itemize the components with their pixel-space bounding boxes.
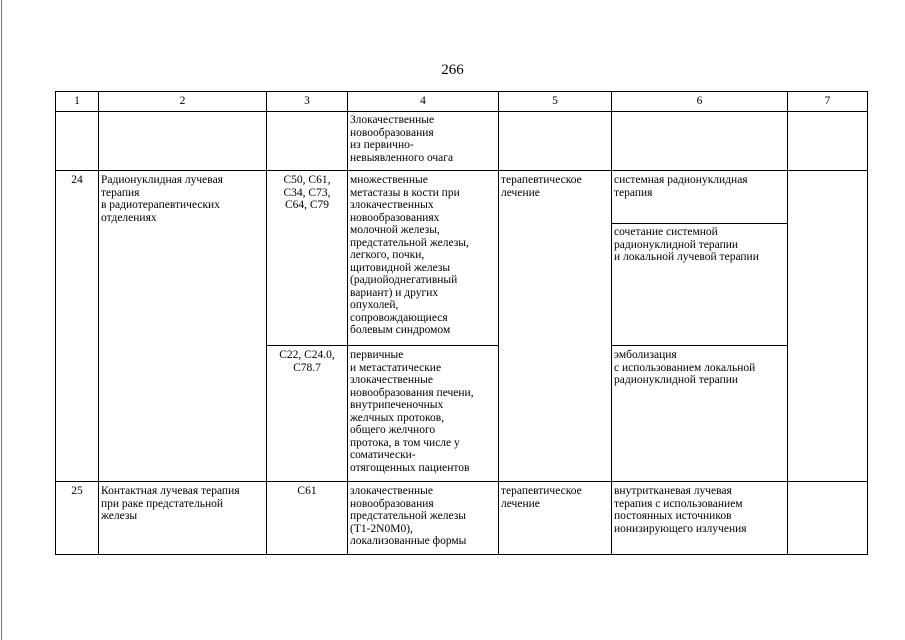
- row-number: 24: [71, 174, 83, 186]
- method-cell: эмболизация с использованием локальной радионуклидной терапии: [614, 349, 756, 386]
- table-rule: [498, 91, 499, 555]
- column-header: 3: [304, 95, 310, 107]
- column-header: 4: [420, 95, 426, 107]
- service-name-cell: Контактная лучевая терапия при раке предстательной железы: [101, 485, 240, 522]
- table-rule: [55, 554, 868, 555]
- column-header: 6: [696, 95, 703, 107]
- condition-cell: Злокачественные новообразования из первично- невыявленного очага: [350, 114, 454, 164]
- column-header: 2: [179, 95, 186, 107]
- condition-cell: первичные и метастатические злокачественные новообразования печени, внутрипеченочных желчных протоков, общего желчного протока, в том числе у соматически- отягощенных пациентов: [350, 349, 474, 474]
- table-rule: [611, 223, 787, 224]
- treatment-type-cell: терапевтическое лечение: [501, 485, 582, 510]
- column-header: 7: [824, 95, 831, 107]
- method-cell: системная радионуклидная терапия: [614, 174, 748, 199]
- table-rule: [55, 481, 868, 482]
- column-header: 1: [74, 95, 80, 107]
- table-rule: [55, 111, 868, 112]
- table-rule: [787, 91, 788, 555]
- table-rule: [55, 91, 868, 92]
- icd-codes-cell: C50, C61, C34, C73, C64, C79: [283, 174, 331, 211]
- table-rule: [98, 91, 99, 555]
- page-number: 266: [441, 62, 464, 78]
- row-number: 25: [71, 485, 83, 497]
- table-rule: [266, 345, 498, 346]
- service-name-cell: Радионуклидная лучевая терапия в радиотерапевтических отделениях: [101, 174, 223, 224]
- icd-codes-cell: C61: [297, 485, 317, 497]
- icd-codes-cell: C22, C24.0, C78.7: [279, 349, 335, 374]
- column-header: 5: [552, 95, 558, 107]
- condition-cell: злокачественные новообразования предстательной железы (T1-2N0M0), локализованные формы: [350, 485, 467, 547]
- condition-cell: множественные метастазы в кости при злокачественных новообразованиях молочной железы, предстательной железы, легкого, почки, щитовидной железы (радиойоднегативный вариант) и других опухолей, сопровождающиеся болевым синдромом: [350, 174, 469, 336]
- method-cell: внутритканевая лучевая терапия с использованием постоянных источников ионизирующего излучения: [614, 485, 747, 535]
- table-rule: [347, 91, 348, 555]
- table-rule: [611, 345, 787, 346]
- table-rule: [867, 91, 868, 555]
- scan-edge-line: [1, 0, 2, 640]
- method-cell: сочетание системной радионуклидной терапии и локальной лучевой терапии: [614, 226, 759, 263]
- table-rule: [55, 170, 868, 171]
- table-rule: [611, 91, 612, 555]
- treatment-type-cell: терапевтическое лечение: [501, 174, 582, 199]
